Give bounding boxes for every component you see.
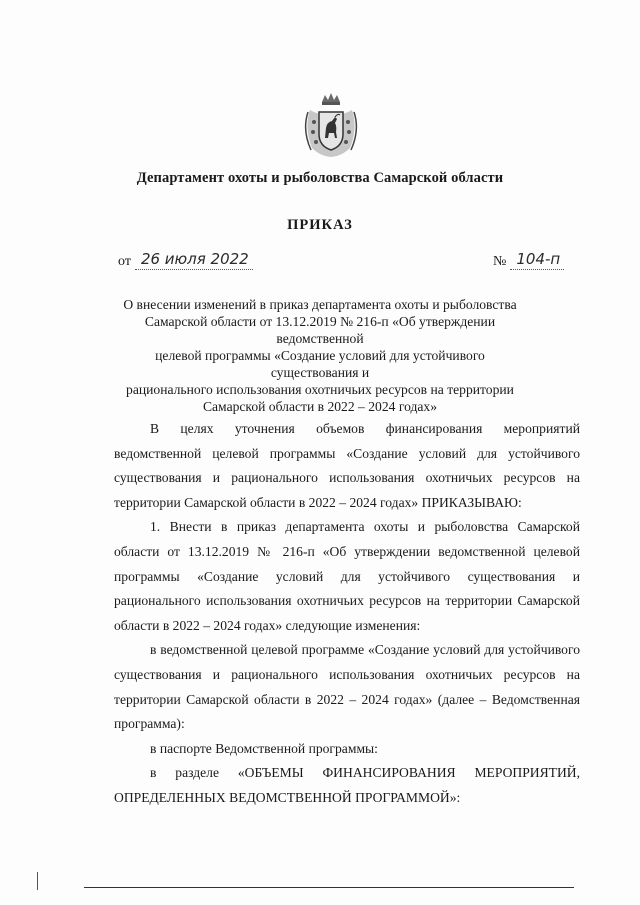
subject-line: Самарской области в 2022 – 2024 годах» (202, 399, 438, 414)
body-paragraph: в паспорте Ведомственной программы: (150, 740, 378, 756)
order-title: ПРИКАЗ (287, 217, 353, 233)
coat-of-arms-icon (302, 92, 360, 158)
handwritten-number: 104-п (510, 250, 564, 270)
subject-line: Самарской области от 13.12.2019 № 216-п «Об утверждении ведомственной (144, 314, 496, 346)
order-number-line (493, 250, 564, 270)
subject-line: целевой программы «Создание условий для устойчивого существования и (155, 348, 485, 380)
body-paragraph: В целях уточнения объемов финансирования мероприятий ведомственной целевой программы «Создание условий для устойчивого существования и рационального использования охотничьих ресурсов на территории Самарской области в 2022 – 2024 годах» ПРИКАЗЫВАЮ: (114, 421, 580, 510)
order-date-line (118, 250, 253, 270)
body-paragraph: в разделе «ОБЪЕМЫ ФИНАНСИРОВАНИЯ МЕРОПРИЯТИЙ, ОПРЕДЕЛЕННЫХ ВЕДОМСТВЕННОЙ ПРОГРАММОЙ»: (114, 765, 580, 805)
number-prefix: № (493, 254, 507, 269)
subject-line: О внесении изменений в приказ департамента охоты и рыболовства (123, 297, 517, 312)
date-prefix: от (118, 254, 131, 269)
subject-line: рационального использования охотничьих ресурсов на территории (126, 382, 514, 397)
order-body (114, 417, 580, 811)
department-name: Департамент охоты и рыболовства Самарской области (136, 170, 504, 186)
order-subject (110, 296, 530, 415)
body-paragraph: 1. Внести в приказ департамента охоты и рыболовства Самарской области от 13.12.2019 № 216-п «Об утверждении ведомственной целевой программы «Создание условий для устойчивого существования и рационального использования охотничьих ресурсов на территории Самарской области в 2022 – 2024 годах» следующие изменения: (114, 519, 580, 633)
body-paragraph: в ведомственной целевой программе «Создание условий для устойчивого существования и рационального использования охотничьих ресурсов на территории Самарской области в 2022 – 2024 годах» (далее – Ведомственная программа): (114, 642, 580, 732)
margin-mark (37, 872, 38, 890)
bottom-rule (84, 887, 574, 888)
handwritten-date: 26 июля 2022 (135, 250, 253, 270)
